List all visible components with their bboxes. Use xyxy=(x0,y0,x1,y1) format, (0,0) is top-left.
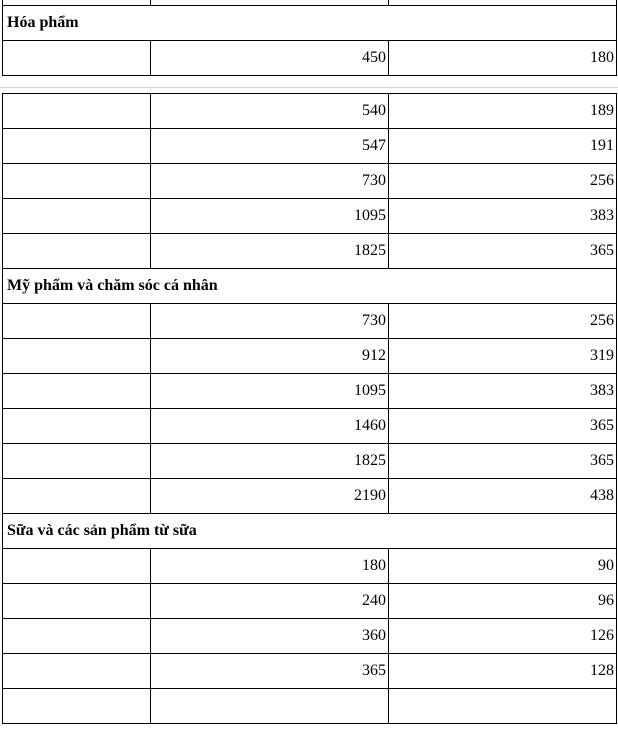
table-row xyxy=(3,584,617,619)
table-cell-value: 365 xyxy=(389,409,617,444)
table-cell xyxy=(3,164,151,199)
table-cell-value: 180 xyxy=(389,41,617,76)
section-header-row xyxy=(3,514,617,549)
table-cell xyxy=(389,689,617,724)
table-cell-value: 191 xyxy=(389,129,617,164)
section-header-row xyxy=(3,6,617,41)
table-cell-value: 438 xyxy=(389,479,617,514)
table-cell xyxy=(3,199,151,234)
table-cell-value: 180 xyxy=(151,549,389,584)
table-row xyxy=(3,409,617,444)
table-row xyxy=(3,199,617,234)
table-cell-value: 365 xyxy=(151,654,389,689)
table-cell xyxy=(3,654,151,689)
table-cell-value: 1095 xyxy=(151,199,389,234)
table-row xyxy=(3,444,617,479)
table-cell-value: 1095 xyxy=(151,374,389,409)
section-title-hoa-pham: Hóa phẩm xyxy=(3,6,617,41)
table-row xyxy=(3,94,617,129)
table-cell xyxy=(3,41,151,76)
table-row xyxy=(3,689,617,724)
table-row xyxy=(3,339,617,374)
table-row xyxy=(3,479,617,514)
section-title-my-pham: Mỹ phẩm và chăm sóc cá nhân xyxy=(3,269,617,304)
table-cell-value: 912 xyxy=(151,339,389,374)
table-cell-value: 730 xyxy=(151,304,389,339)
table-row xyxy=(3,374,617,409)
table-cell xyxy=(3,619,151,654)
table-cell-value: 126 xyxy=(389,619,617,654)
product-table-top xyxy=(2,0,617,76)
table-cell-value: 240 xyxy=(151,584,389,619)
table-cell-value: 540 xyxy=(151,94,389,129)
table-cell xyxy=(3,339,151,374)
table-cell xyxy=(3,479,151,514)
table-cell-value: 96 xyxy=(389,584,617,619)
section-title-sua: Sữa và các sản phẩm từ sữa xyxy=(3,514,617,549)
table-cell-value: 319 xyxy=(389,339,617,374)
table-cell-value: 1825 xyxy=(151,234,389,269)
page-separator xyxy=(0,87,618,88)
table-cell xyxy=(151,689,389,724)
table-row xyxy=(3,234,617,269)
table-cell xyxy=(3,689,151,724)
table-row xyxy=(3,129,617,164)
table-cell xyxy=(3,94,151,129)
table-cell-value: 547 xyxy=(151,129,389,164)
table-cell xyxy=(3,304,151,339)
table-cell-value: 730 xyxy=(151,164,389,199)
table-cell-value: 256 xyxy=(389,164,617,199)
table-cell xyxy=(3,444,151,479)
table-cell xyxy=(3,549,151,584)
table-row xyxy=(3,304,617,339)
section-header-row xyxy=(3,269,617,304)
table-cell-value: 189 xyxy=(389,94,617,129)
product-table-main xyxy=(2,93,617,724)
table-row xyxy=(3,41,617,76)
table-cell-value: 256 xyxy=(389,304,617,339)
table-row xyxy=(3,654,617,689)
table-cell-value: 383 xyxy=(389,374,617,409)
table-cell-value: 383 xyxy=(389,199,617,234)
table-row xyxy=(3,619,617,654)
table-cell xyxy=(3,374,151,409)
table-row xyxy=(3,549,617,584)
table-cell-value: 360 xyxy=(151,619,389,654)
table-cell xyxy=(3,584,151,619)
table-cell xyxy=(3,129,151,164)
table-cell-value: 1460 xyxy=(151,409,389,444)
table-cell xyxy=(3,234,151,269)
table-cell-value: 90 xyxy=(389,549,617,584)
table-row xyxy=(3,164,617,199)
table-cell xyxy=(3,409,151,444)
table-cell-value: 450 xyxy=(151,41,389,76)
table-cell-value: 365 xyxy=(389,444,617,479)
table-cell-value: 128 xyxy=(389,654,617,689)
table-cell-value: 2190 xyxy=(151,479,389,514)
table-cell-value: 1825 xyxy=(151,444,389,479)
table-cell-value: 365 xyxy=(389,234,617,269)
